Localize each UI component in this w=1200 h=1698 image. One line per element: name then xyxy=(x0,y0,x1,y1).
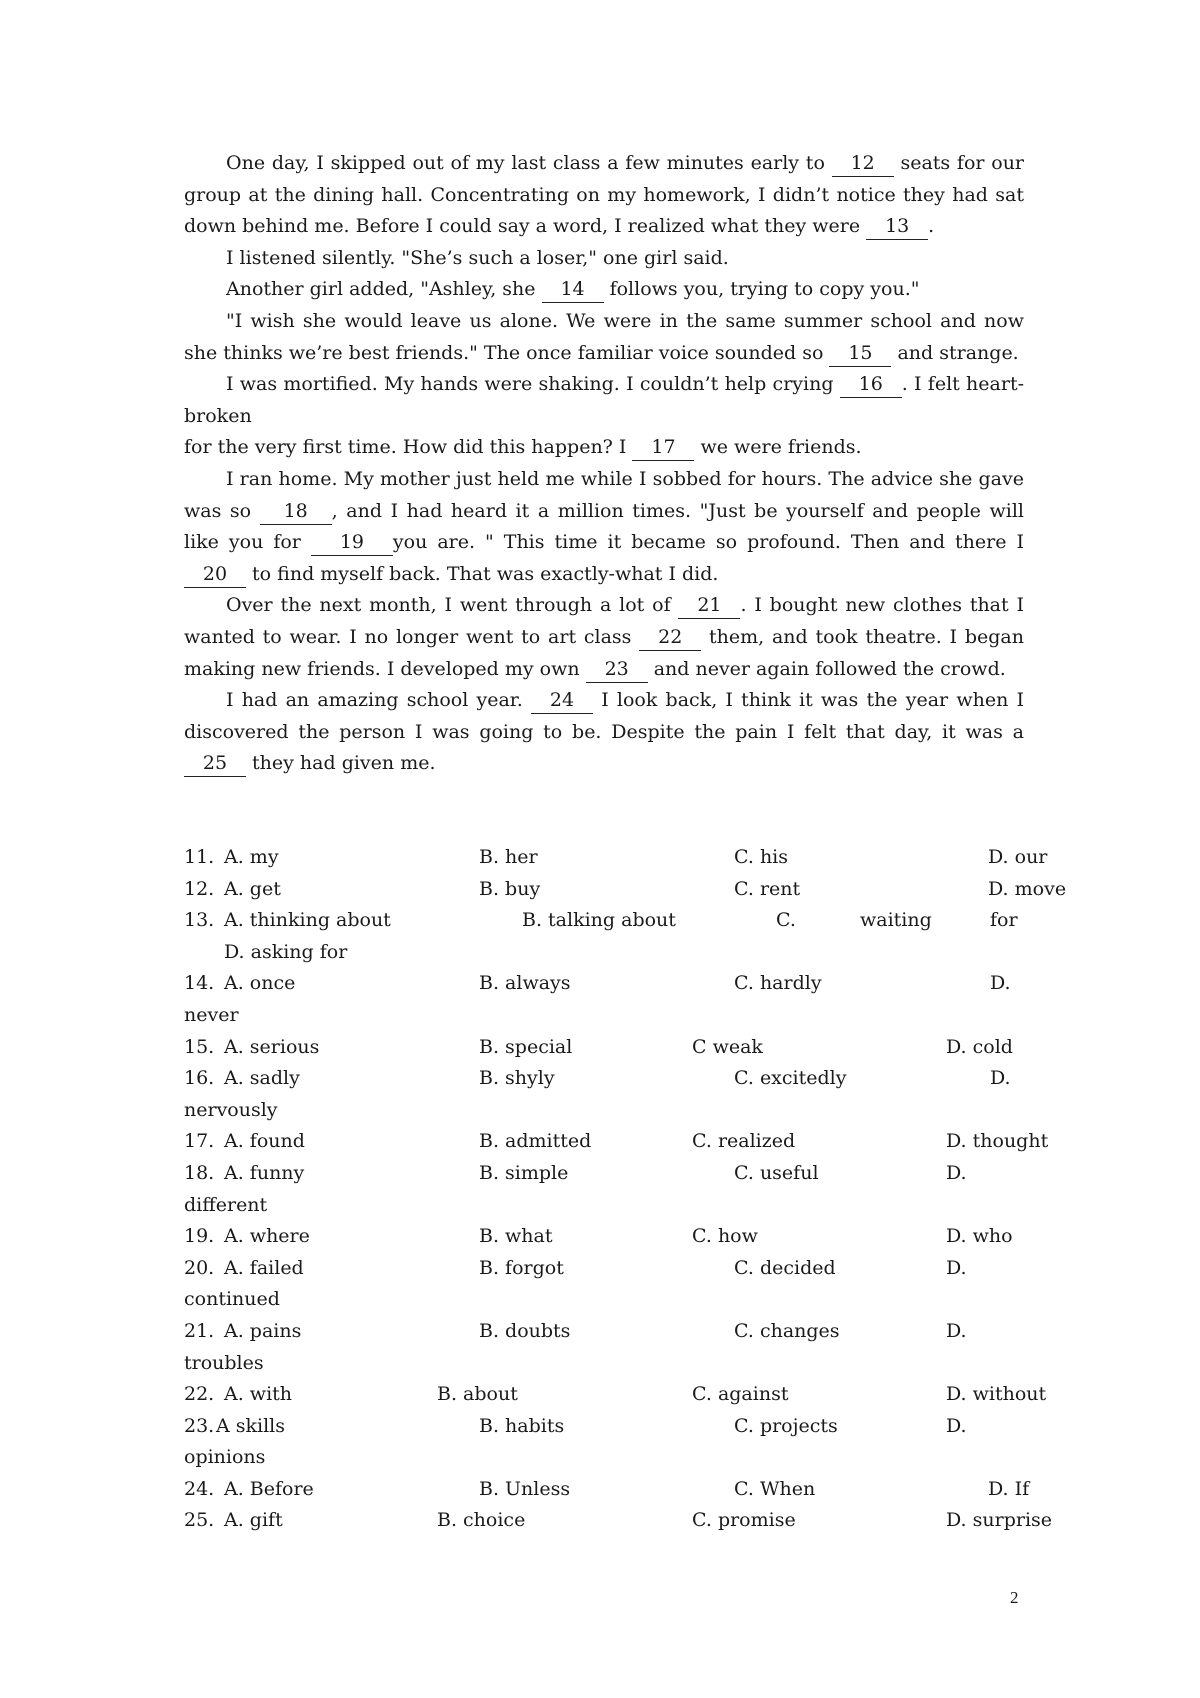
question-number: 20. xyxy=(184,1256,215,1279)
option-d-text: different xyxy=(184,1193,268,1216)
option-b: B. habits xyxy=(479,1414,565,1437)
option-c: C. useful xyxy=(734,1161,819,1184)
option-d: D. surprise xyxy=(946,1509,1053,1532)
question-number: 18. xyxy=(184,1161,215,1184)
option-c-word: for xyxy=(990,909,1018,932)
paragraph-8: Over the next month, I went through a lot of 21 . I bought new clothes that I wanted to wear. I no longer went to art class 22 them, and took theatre. I began making new friends. I developed my own 23 and never again followed the crowd. xyxy=(184,590,1024,685)
option-a: A. sadly xyxy=(224,1067,300,1090)
blank-24: 24 xyxy=(531,687,593,714)
question-22 xyxy=(184,1379,1047,1411)
question-13 xyxy=(184,905,1024,968)
option-a: A. with xyxy=(224,1383,293,1406)
question-23 xyxy=(184,1411,1024,1474)
option-b: B. her xyxy=(479,846,538,868)
option-d: D. If xyxy=(988,1477,1030,1500)
option-d-text: opinions xyxy=(184,1446,266,1469)
option-a: A. thinking about xyxy=(224,909,391,932)
option-d-text: troubles xyxy=(184,1351,264,1374)
question-number: 24. xyxy=(184,1477,215,1500)
reading-passage xyxy=(184,148,1024,780)
question-number: 19. xyxy=(184,1225,215,1248)
blank-17: 17 xyxy=(632,434,694,461)
question-24 xyxy=(184,1474,1030,1506)
option-d: D. without xyxy=(946,1383,1047,1406)
option-b: B. what xyxy=(479,1225,553,1248)
option-c: C. hardly xyxy=(734,972,822,995)
option-a: A. serious xyxy=(224,1035,320,1058)
option-c-word: waiting xyxy=(860,909,932,932)
option-a: A. my xyxy=(224,846,279,868)
option-c: C. excitedly xyxy=(734,1067,847,1090)
option-d-text: nervously xyxy=(184,1098,278,1121)
question-number: 23. xyxy=(184,1414,215,1437)
option-d: D. xyxy=(946,1256,967,1279)
option-b: B. Unless xyxy=(479,1477,571,1500)
option-c: C. his xyxy=(734,846,789,868)
option-c: C. realized xyxy=(692,1130,796,1153)
blank-23: 23 xyxy=(586,656,648,683)
option-c: C. projects xyxy=(734,1414,838,1437)
question-25 xyxy=(184,1505,1053,1537)
option-c: C. promise xyxy=(692,1509,796,1532)
paragraph-4: "I wish she would leave us alone. We were in the same summer school and now she thinks we’re best friends." The once familiar voice sounded so 15 and strange. xyxy=(184,306,1024,369)
option-b: B. doubts xyxy=(479,1319,571,1342)
option-b: B. admitted xyxy=(479,1130,592,1153)
option-a: A. funny xyxy=(224,1161,305,1184)
paragraph-6: for the very first time. How did this happen? I 17 we were friends. xyxy=(184,432,1024,464)
question-number: 22. xyxy=(184,1383,215,1406)
blank-25: 25 xyxy=(184,750,246,777)
option-d: D. cold xyxy=(946,1035,1013,1058)
question-number: 21. xyxy=(184,1319,215,1342)
option-d: D. asking for xyxy=(224,940,348,963)
blank-16: 16 xyxy=(840,371,902,398)
option-c: C. When xyxy=(734,1477,816,1500)
option-a: A. failed xyxy=(224,1256,304,1279)
option-a: A. Before xyxy=(224,1477,314,1500)
page-number: 2 xyxy=(1010,1588,1019,1607)
option-a: A. get xyxy=(224,877,281,900)
question-18 xyxy=(184,1158,1024,1221)
option-a: A. once xyxy=(224,972,296,995)
option-d-text: continued xyxy=(184,1288,280,1311)
blank-15: 15 xyxy=(829,340,891,367)
blank-19: 19 xyxy=(311,529,393,556)
blank-18: 18 xyxy=(260,498,332,525)
option-c: C. against xyxy=(692,1383,789,1406)
option-a: A. gift xyxy=(224,1509,283,1532)
paragraph-2: I listened silently. "She’s such a loser," one girl said. xyxy=(226,246,729,269)
question-number: 15. xyxy=(184,1035,215,1058)
option-d: D. xyxy=(990,972,1011,995)
question-19 xyxy=(184,1221,1024,1253)
question-11 xyxy=(184,842,1048,874)
paragraph-5: I was mortified. My hands were shaking. I couldn’t help crying 16 . I felt heart-broken xyxy=(184,373,1024,427)
option-d: D. xyxy=(946,1319,967,1342)
question-16 xyxy=(184,1063,1024,1126)
question-number: 13. xyxy=(184,909,215,932)
option-d: D. xyxy=(946,1161,967,1184)
question-number: 12. xyxy=(184,877,215,900)
option-d: D. who xyxy=(946,1225,1013,1248)
question-number: 14. xyxy=(184,972,215,995)
option-d-text: never xyxy=(184,1003,239,1026)
option-b: B. talking about xyxy=(522,909,676,932)
blank-20: 20 xyxy=(184,561,246,588)
blank-12: 12 xyxy=(832,150,894,177)
option-c: C. rent xyxy=(734,877,801,900)
paragraph-1: One day, I skipped out of my last class a few minutes early to 12 seats for our group at the dining hall. Concentrating on my homework, I didn’t notice they had sat down behind me. Before I could say a word, I realized what they were 13 . xyxy=(184,148,1024,243)
blank-14: 14 xyxy=(542,276,604,303)
option-b: B. choice xyxy=(437,1509,526,1532)
option-d: D. xyxy=(946,1414,967,1437)
question-14 xyxy=(184,968,1024,1031)
question-15 xyxy=(184,1032,1024,1064)
paragraph-7: I ran home. My mother just held me while I sobbed for hours. The advice she gave was so 18 , and I had heard it a million times. "Just be yourself and people will like you for 19 you are. " This time it became so profound. Then and there I 20 to find myself back. That was exactly-what I did. xyxy=(184,464,1024,590)
option-a: A skills xyxy=(216,1414,286,1437)
question-12 xyxy=(184,874,1067,906)
option-c: C weak xyxy=(692,1035,763,1058)
option-b: B. forgot xyxy=(479,1256,564,1279)
option-d: D. move xyxy=(988,877,1067,900)
question-number: 16. xyxy=(184,1067,215,1090)
question-20 xyxy=(184,1253,1024,1316)
option-d: D. xyxy=(990,1067,1011,1090)
paragraph-9: I had an amazing school year. 24 I look back, I think it was the year when I discovered the person I was going to be. Despite the pain I felt that day, it was a 25 they had given me. xyxy=(184,685,1024,780)
question-number: 17. xyxy=(184,1130,215,1153)
option-b: B. buy xyxy=(479,877,541,900)
question-21 xyxy=(184,1316,1024,1379)
option-b: B. shyly xyxy=(479,1067,555,1090)
blank-21: 21 xyxy=(678,592,740,619)
option-a: A. where xyxy=(224,1225,310,1248)
blank-13: 13 xyxy=(866,213,928,240)
question-17 xyxy=(184,1126,1049,1158)
option-b: B. always xyxy=(479,972,571,995)
option-b: B. simple xyxy=(479,1161,569,1184)
question-number: 11. xyxy=(184,846,215,868)
option-b: B. special xyxy=(479,1035,573,1058)
option-c: C. how xyxy=(692,1225,758,1248)
answer-options xyxy=(184,842,1067,1537)
option-d: D. thought xyxy=(946,1130,1049,1153)
option-d: D. our xyxy=(988,846,1048,868)
blank-22: 22 xyxy=(639,624,701,651)
paragraph-3: Another girl added, "Ashley, she 14 follows you, trying to copy you." xyxy=(184,274,1024,306)
option-a: A. pains xyxy=(224,1319,302,1342)
option-c: C. changes xyxy=(734,1319,840,1342)
option-c: C. xyxy=(776,909,796,932)
option-b: B. about xyxy=(437,1383,518,1406)
option-a: A. found xyxy=(224,1130,305,1153)
question-number: 25. xyxy=(184,1509,215,1532)
option-c: C. decided xyxy=(734,1256,836,1279)
